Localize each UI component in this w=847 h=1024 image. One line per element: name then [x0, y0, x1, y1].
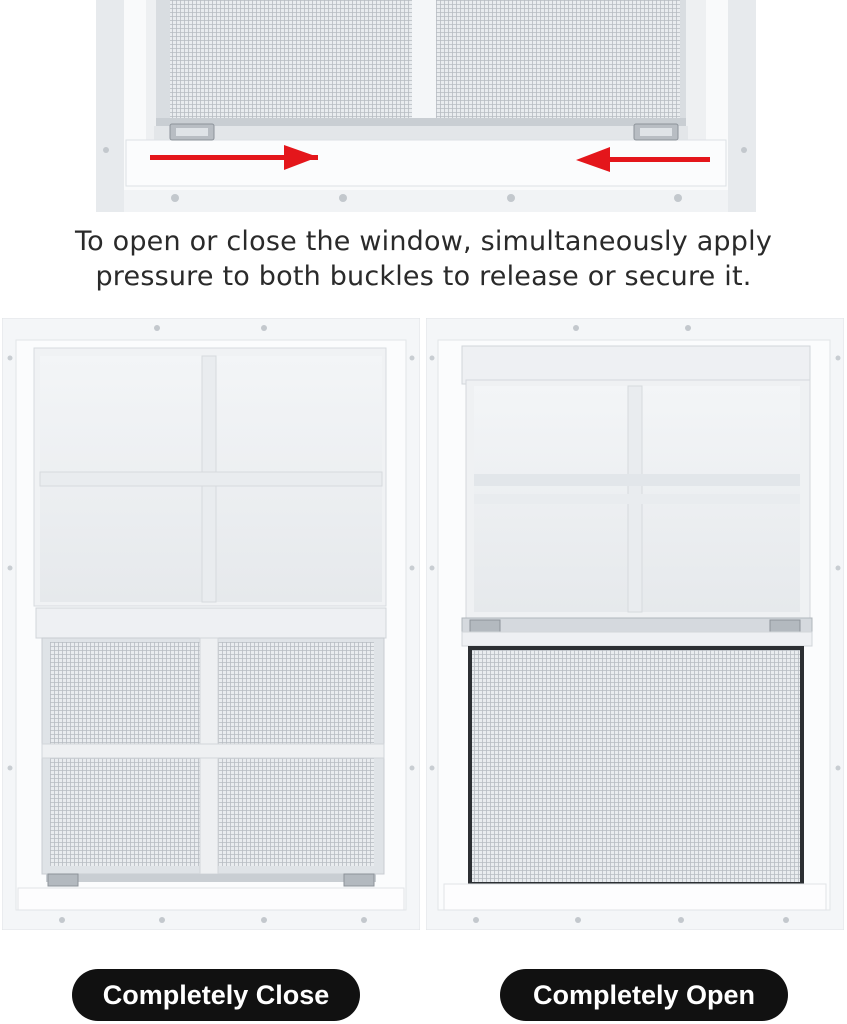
- closed-window-image: [2, 318, 420, 930]
- completely-close-label: Completely Close: [72, 969, 360, 1021]
- left-buckle: [170, 124, 214, 140]
- open-window-image: [426, 318, 844, 930]
- caption-line-1: To open or close the window, simultaneously apply: [75, 226, 772, 257]
- caption-line-2: pressure to both buckles to release or secure it.: [95, 261, 752, 292]
- buckle-detail-image: [96, 0, 756, 212]
- completely-open-label: Completely Open: [500, 969, 788, 1021]
- instruction-caption: [40, 224, 807, 294]
- right-buckle: [634, 124, 678, 140]
